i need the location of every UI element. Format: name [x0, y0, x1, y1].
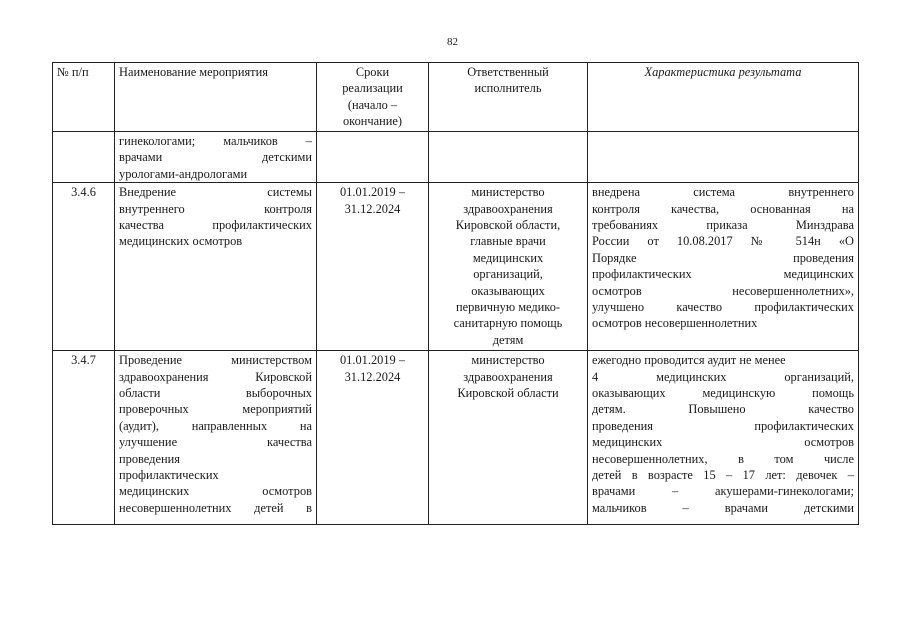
page-number: 82: [447, 36, 458, 48]
text-line: 4 медицинских организаций,: [592, 369, 854, 384]
text-line: Порядке проведения: [592, 250, 854, 265]
cell-result: [588, 351, 859, 525]
header-num: № п/п: [53, 63, 115, 132]
text-line: несовершеннолетних, в том числе: [592, 451, 854, 466]
header-term: [317, 63, 429, 132]
cell-num: 3.4.6: [53, 183, 115, 351]
text-line: контроля качества, основанная на: [592, 201, 854, 216]
cell-num: [53, 132, 115, 183]
text-line: здравоохранения Кировской: [119, 369, 312, 384]
text-line: внутреннего контроля: [119, 201, 312, 216]
text-line: проведения профилактических: [592, 418, 854, 433]
cell-term: [317, 351, 429, 525]
text-line: медицинских осмотров: [119, 234, 243, 249]
text-line: здравоохранения: [463, 369, 553, 384]
header-term-line: Сроки: [355, 65, 390, 79]
text-line: здравоохранения: [463, 201, 553, 216]
text-line: организаций,: [473, 267, 543, 282]
text-line: оказывающих: [471, 283, 545, 298]
text-line: качества профилактических: [119, 218, 312, 233]
text-line: Кировской области,: [455, 218, 561, 233]
text-line: улучшено качество профилактических: [592, 300, 854, 315]
header-term-line: (начало –: [347, 97, 398, 112]
text-line: детям. Повышено качество: [592, 402, 854, 417]
header-term-line: реализации: [342, 81, 403, 96]
text-line: Внедрение системы: [119, 185, 312, 200]
text-line: осмотров несовершеннолетних: [592, 316, 758, 331]
text-line: ежегодно проводится аудит не менее: [592, 353, 786, 368]
text-line: 01.01.2019 –: [339, 353, 406, 368]
table-header-row: [53, 63, 859, 132]
text-line: Кировской области: [457, 386, 559, 401]
header-executor-line: исполнитель: [474, 81, 542, 96]
cell-executor: [429, 183, 588, 351]
cell-name: [115, 183, 317, 351]
text-line: медицинских осмотров: [119, 484, 312, 499]
cell-result: [588, 183, 859, 351]
cell-name: [115, 351, 317, 525]
text-line: санитарную помощь: [453, 316, 563, 331]
text-line: первичную медико-: [455, 300, 561, 315]
table-row: [53, 351, 859, 525]
cell-term: [317, 183, 429, 351]
text-line: мальчиков – врачами детскими: [592, 500, 854, 515]
table-row: [53, 183, 859, 351]
text-line: несовершеннолетних детей в: [119, 500, 312, 515]
text-line: осмотров несовершеннолетних»,: [592, 283, 854, 298]
header-result: Характеристика результата: [588, 63, 859, 132]
header-term-line: окончание): [342, 114, 403, 129]
text-line: проведения: [119, 451, 180, 466]
text-line: главные врачи: [470, 234, 546, 249]
text-line: министерство: [471, 185, 545, 200]
text-line: детей в возрасте 15 – 17 лет: девочек –: [592, 468, 854, 483]
text-line: улучшение качества: [119, 435, 312, 450]
text-line: области выборочных: [119, 386, 312, 401]
text-line: детям: [492, 332, 524, 347]
text-line: 31.12.2024: [344, 201, 401, 216]
text-line: профилактических медицинских: [592, 267, 854, 282]
text-line: России от 10.08.2017 № 514н «О: [592, 234, 854, 249]
text-line: урологами-андрологами: [119, 166, 248, 181]
cell-term: [317, 132, 429, 183]
text-line: (аудит), направленных на: [119, 418, 312, 433]
table-row: [53, 132, 859, 183]
text-line: гинекологами; мальчиков –: [119, 134, 312, 148]
text-line: 31.12.2024: [344, 369, 401, 384]
cell-result: [588, 132, 859, 183]
text-line: врачами детскими: [119, 150, 312, 165]
header-name: Наименование мероприятия: [115, 63, 317, 132]
text-line: Проведение министерством: [119, 353, 312, 368]
text-line: врачами – акушерами-гинекологами;: [592, 484, 854, 499]
cell-executor: [429, 351, 588, 525]
cell-name: [115, 132, 317, 183]
text-line: внедрена система внутреннего: [592, 185, 854, 200]
text-line: министерство: [471, 353, 545, 368]
text-line: требованиях приказа Минздрава: [592, 218, 854, 233]
measures-table: [52, 62, 859, 525]
header-executor: [429, 63, 588, 132]
text-line: 01.01.2019 –: [339, 185, 406, 200]
cell-executor: [429, 132, 588, 183]
text-line: медицинских: [472, 250, 544, 265]
text-line: медицинских осмотров: [592, 435, 854, 450]
text-line: профилактических: [119, 468, 219, 483]
header-executor-line: Ответственный: [467, 65, 549, 79]
cell-num: 3.4.7: [53, 351, 115, 525]
text-line: оказывающих медицинскую помощь: [592, 386, 854, 401]
text-line: проверочных мероприятий: [119, 402, 312, 417]
